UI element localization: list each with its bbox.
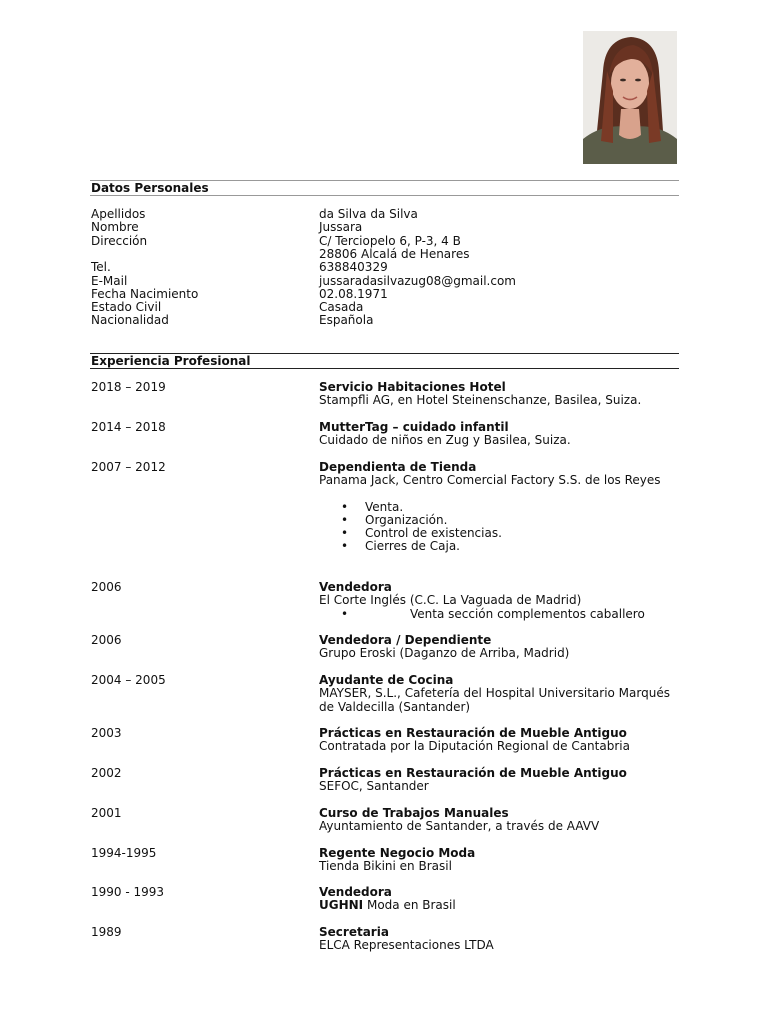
experience-period: 2014 – 2018 (91, 420, 166, 434)
experience-title: MutterTag – cuidado infantil (319, 420, 509, 434)
field-value: C/ Terciopelo 6, P-3, 4 B (319, 233, 461, 248)
bullet-icon: • (341, 526, 349, 541)
experience-detail: SEFOC, Santander (319, 779, 429, 794)
task-list (319, 501, 679, 554)
personal-section-heading: Datos Personales (90, 180, 679, 196)
field-label: Dirección (91, 233, 148, 248)
field-value: 638840329 (319, 260, 388, 275)
field-value: Española (319, 313, 374, 328)
experience-period: 1990 - 1993 (91, 885, 165, 899)
experience-title: Vendedora (319, 885, 392, 899)
experience-period: 2006 (91, 633, 122, 647)
task-item: • Cierres de Caja. (341, 539, 460, 554)
experience-detail: Panama Jack, Centro Comercial Factory S.S. de los Reyes (319, 473, 661, 488)
experience-title: Prácticas en Restauración de Mueble Antiguo (319, 726, 627, 740)
experience-detail: Contratada por la Diputación Regional de Cantabria (319, 739, 630, 754)
company-name: UGHNI (319, 898, 364, 913)
experience-period: 2002 (91, 766, 122, 780)
experience-period: 1989 (91, 925, 122, 939)
experience-detail: Stampfli AG, en Hotel Steinenschanze, Basilea, Suiza. (319, 393, 642, 408)
field-label: Estado Civil (91, 300, 162, 315)
experience-detail: Ayuntamiento de Santander, a través de AAVV (319, 819, 600, 834)
field-label: Fecha Nacimiento (91, 286, 199, 301)
experience-title: Curso de Trabajos Manuales (319, 806, 509, 820)
experience-title: Ayudante de Cocina (319, 673, 454, 687)
field-label: E-Mail (91, 273, 128, 288)
field-value: da Silva da Silva (319, 207, 418, 221)
experience-detail: ELCA Representaciones LTDA (319, 938, 494, 953)
experience-detail: El Corte Inglés (C.C. La Vaguada de Madrid) (319, 593, 582, 608)
field-value: 02.08.1971 (319, 286, 388, 301)
experience-title: Secretaria (319, 925, 389, 939)
experience-period: 1994-1995 (91, 846, 157, 860)
bullet-icon: • (341, 539, 349, 554)
experience-title: Vendedora / Dependiente (319, 633, 492, 647)
field-value: Casada (319, 300, 364, 315)
experience-period: 2001 (91, 806, 122, 820)
field-value: Jussara (319, 220, 363, 235)
experience-title: Servicio Habitaciones Hotel (319, 380, 506, 394)
experience-period: 2006 (91, 580, 122, 594)
bullet-icon: • (341, 499, 349, 514)
task-item: • Venta sección complementos caballero (341, 606, 645, 621)
experience-title: Prácticas en Restauración de Mueble Antiguo (319, 766, 627, 780)
experience-title: Dependienta de Tienda (319, 460, 477, 474)
experience-section-heading: Experiencia Profesional (90, 353, 679, 369)
experience-detail: MAYSER, S.L., Cafetería del Hospital Universitario Marqués de Valdecilla (Santander) (319, 686, 670, 714)
experience-period: 2007 – 2012 (91, 460, 166, 474)
field-value: jussaradasilvazug08@gmail.com (319, 273, 516, 288)
experience-detail: Grupo Eroski (Daganzo de Arriba, Madrid) (319, 646, 570, 661)
experience-period: 2004 – 2005 (91, 673, 166, 687)
experience-detail: Tienda Bikini en Brasil (319, 859, 452, 874)
task-item: • Control de existencias. (341, 526, 502, 541)
field-value: 28806 Alcalá de Henares (319, 246, 470, 261)
bullet-icon: • (341, 606, 349, 621)
experience-period: 2003 (91, 726, 122, 740)
field-label: Nacionalidad (91, 313, 169, 328)
task-item: • Venta. (341, 499, 404, 514)
bullet-icon: • (341, 512, 349, 527)
experience-detail: Cuidado de niños en Zug y Basilea, Suiza. (319, 433, 571, 448)
experience-title: Regente Negocio Moda (319, 846, 476, 860)
field-label: Apellidos (91, 207, 146, 221)
field-label: Nombre (91, 220, 139, 235)
experience-detail: UGHNI Moda en Brasil (319, 898, 456, 913)
task-list (319, 608, 679, 621)
experience-title: Vendedora (319, 580, 392, 594)
profile-photo (583, 31, 677, 164)
experience-period: 2018 – 2019 (91, 380, 166, 394)
field-label: Tel. (91, 260, 111, 275)
task-item: • Organización. (341, 512, 448, 527)
